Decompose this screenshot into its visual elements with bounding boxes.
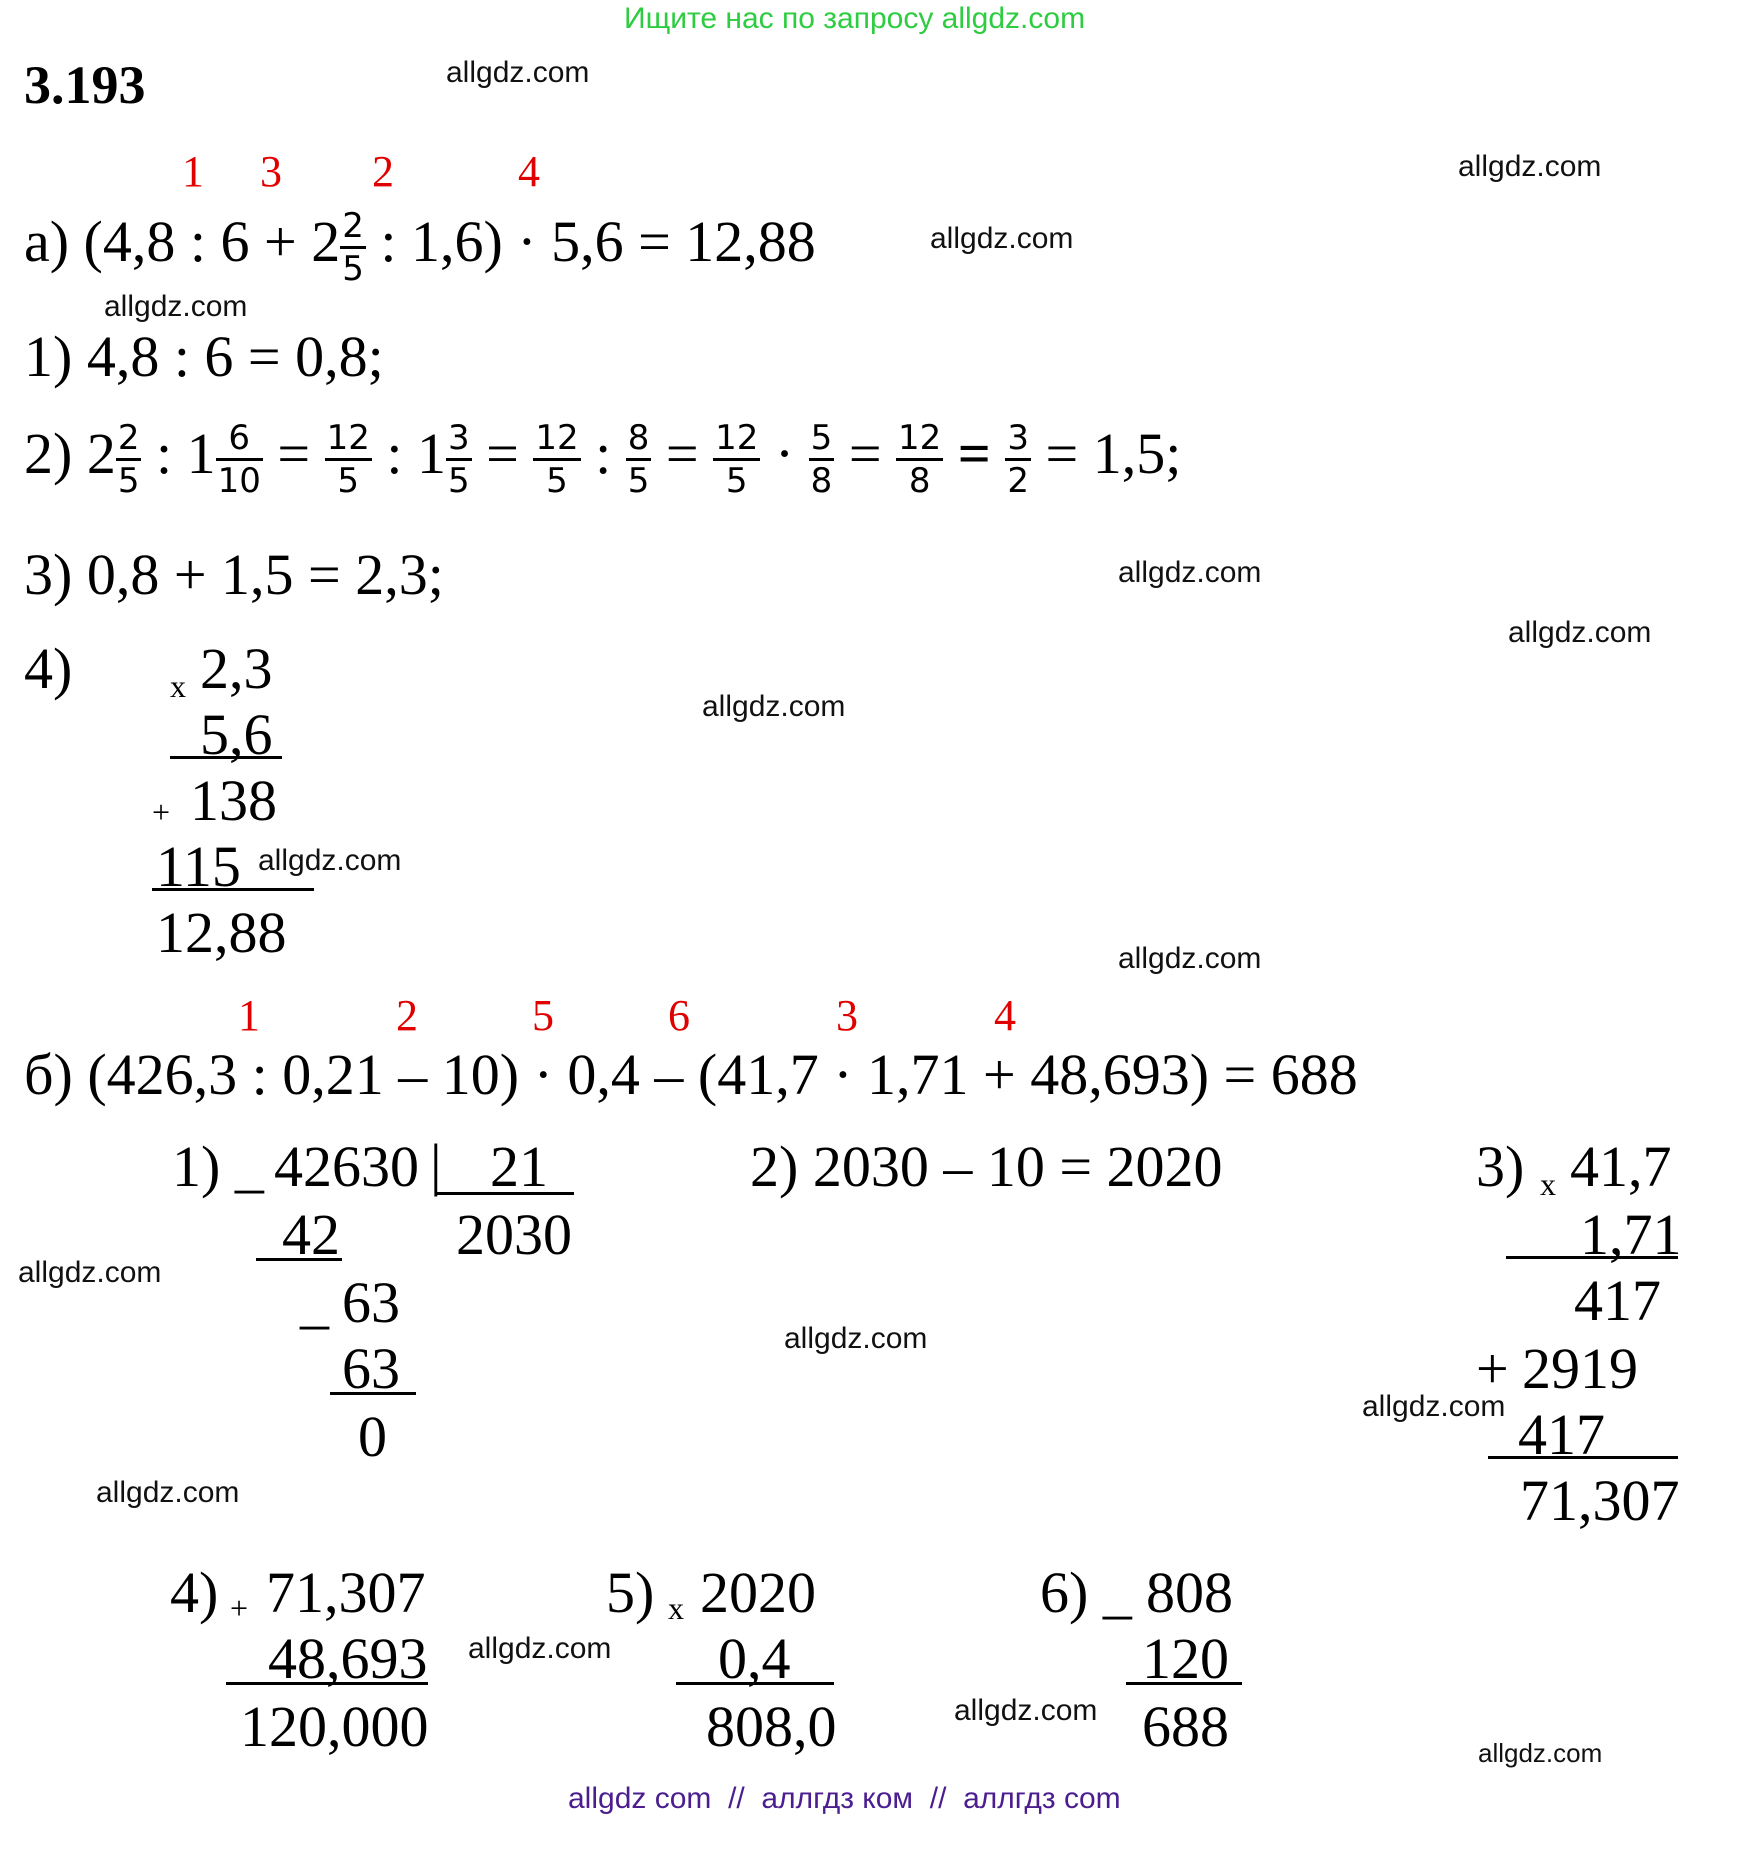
operator: =	[848, 420, 882, 486]
watermark: allgdz.com	[1118, 556, 1262, 589]
operator: =	[957, 420, 991, 486]
numerator: 2	[340, 206, 366, 249]
denominator: 5	[342, 249, 364, 289]
minuend: 808	[1146, 1560, 1233, 1625]
watermark: allgdz.com	[702, 690, 846, 723]
watermark: allgdz.com	[1508, 616, 1652, 649]
partial-product: 115	[156, 834, 241, 899]
numerator: 12	[713, 418, 760, 461]
numerator: 12	[325, 418, 372, 461]
denominator: 5	[447, 461, 470, 501]
step-b6-label: 6) _	[1040, 1560, 1132, 1625]
addend-a: 71,307	[266, 1560, 426, 1625]
fraction	[116, 418, 142, 501]
operator: : 1	[386, 420, 446, 486]
divider-line	[1506, 1256, 1678, 1259]
denominator: 5	[725, 461, 748, 501]
denominator: 10	[217, 461, 261, 501]
step-b2: 2) 2030 – 10 = 2020	[750, 1134, 1223, 1199]
factor-b: 5,6	[200, 702, 273, 767]
factor-a: 41,7	[1570, 1134, 1672, 1199]
numerator: 2	[116, 418, 142, 461]
plus-sign: +	[230, 1590, 249, 1626]
partial-product: 417	[1518, 1402, 1605, 1467]
watermark: allgdz.com	[784, 1322, 928, 1355]
operator: : 1	[155, 420, 216, 486]
footer-links[interactable]: allgdz com // аллгдз ком // аллгдз com	[568, 1782, 1121, 1815]
product-result: 12,88	[156, 900, 287, 965]
divider-line	[226, 1682, 428, 1685]
watermark: allgdz.com	[258, 844, 402, 877]
divider-line	[170, 756, 282, 759]
denominator: 5	[627, 461, 650, 501]
partial-product: 417	[1574, 1268, 1661, 1333]
operator: :	[595, 420, 612, 486]
subtrahend: 120	[1142, 1626, 1229, 1691]
step-a2-label: 2) 2	[24, 420, 116, 486]
factor-a: 2020	[700, 1560, 816, 1625]
watermark: allgdz.com	[18, 1256, 162, 1289]
step-a1: 1) 4,8 : 6 = 0,8;	[24, 324, 384, 389]
quotient: 2030	[456, 1202, 572, 1267]
numerator: 6	[216, 418, 263, 461]
divisor-line	[436, 1192, 574, 1195]
fraction	[216, 418, 263, 501]
watermark: allgdz.com	[1118, 942, 1262, 975]
denominator: 8	[908, 461, 931, 501]
numerator: 12	[896, 418, 943, 461]
order-mark: 3	[260, 147, 282, 196]
subtrahend: 42	[282, 1202, 340, 1267]
step-b3-label: 3)	[1476, 1134, 1525, 1199]
numerator: 3	[446, 418, 472, 461]
multiply-sign: x	[170, 668, 186, 704]
numerator: 3	[1005, 418, 1031, 461]
expr-a-suffix: : 1,6) · 5,6 = 12,88	[380, 208, 816, 274]
plus-sign: +	[152, 794, 171, 830]
sum-result: 120,000	[240, 1694, 429, 1759]
numerator: 5	[809, 418, 835, 461]
watermark: allgdz.com	[1478, 1738, 1603, 1768]
order-mark: 1	[182, 147, 204, 196]
plus-sign: +	[1476, 1336, 1509, 1401]
step-a3: 3) 0,8 + 1,5 = 2,3;	[24, 542, 444, 607]
divisor: 21	[490, 1134, 548, 1199]
problem-number: 3.193	[24, 55, 146, 115]
promo-link[interactable]: Ищите нас по запросу allgdz.com	[624, 2, 1086, 35]
watermark: allgdz.com	[954, 1694, 1098, 1727]
divider-line	[676, 1682, 834, 1685]
watermark: allgdz.com	[104, 290, 248, 323]
order-mark: 2	[372, 147, 394, 196]
numerator: 12	[533, 418, 580, 461]
watermark: allgdz.com	[930, 222, 1074, 255]
fraction	[713, 418, 760, 501]
remainder: 0	[358, 1404, 387, 1469]
product-result: 808,0	[706, 1694, 837, 1759]
fraction	[896, 418, 943, 501]
partial-product: 138	[190, 768, 277, 833]
operator: =	[486, 420, 519, 486]
dividend: 42630	[274, 1134, 419, 1199]
fraction	[1005, 418, 1031, 501]
denominator: 5	[546, 461, 568, 501]
step-b4-label: 4)	[170, 1560, 219, 1625]
operator: ·	[774, 420, 795, 486]
order-mark: 6	[668, 991, 690, 1040]
operator: =	[665, 420, 699, 486]
expression-a	[24, 206, 816, 289]
divider-line	[152, 888, 314, 891]
watermark: allgdz.com	[468, 1632, 612, 1665]
order-mark: 2	[396, 991, 418, 1040]
expr-a-prefix: а) (4,8 : 6 + 2	[24, 208, 341, 274]
addend-b: 48,693	[268, 1626, 428, 1691]
division-bar: |	[430, 1132, 442, 1197]
division-label: 1) _	[172, 1134, 264, 1199]
step-a2-tail: = 1,5;	[1045, 420, 1182, 486]
denominator: 5	[117, 461, 140, 501]
fraction	[809, 418, 835, 501]
multiply-sign: x	[668, 1590, 684, 1626]
numerator: 8	[626, 418, 652, 461]
divider-line	[1126, 1682, 1242, 1685]
fraction	[626, 418, 652, 501]
order-mark: 4	[994, 991, 1016, 1040]
fraction	[325, 418, 372, 501]
factor-a: 2,3	[200, 636, 273, 701]
order-mark: 5	[532, 991, 554, 1040]
watermark: allgdz.com	[1362, 1390, 1506, 1423]
partial-product: 2919	[1522, 1336, 1638, 1401]
minus-sign: _	[300, 1270, 329, 1335]
order-mark: 3	[836, 991, 858, 1040]
subtrahend: 63	[342, 1336, 400, 1401]
multiply-sign: x	[1540, 1166, 1556, 1202]
denominator: 2	[1007, 461, 1029, 501]
product-result: 71,307	[1520, 1468, 1680, 1533]
difference-result: 688	[1142, 1694, 1229, 1759]
expression-b: б) (426,3 : 0,21 – 10) · 0,4 – (41,7 · 1,71 + 48,693) = 688	[24, 1042, 1358, 1107]
operator: =	[277, 420, 311, 486]
remainder-step: 63	[342, 1270, 400, 1335]
factor-b: 0,4	[718, 1626, 791, 1691]
order-mark: 1	[238, 991, 260, 1040]
step-b5-label: 5)	[606, 1560, 655, 1625]
order-mark: 4	[518, 147, 540, 196]
denominator: 5	[337, 461, 360, 501]
watermark: allgdz.com	[446, 56, 590, 89]
denominator: 8	[810, 461, 833, 501]
fraction	[340, 206, 366, 289]
divider-line	[1488, 1456, 1678, 1459]
step-a4-label: 4)	[24, 636, 73, 701]
watermark: allgdz.com	[96, 1476, 240, 1509]
fraction	[446, 418, 472, 501]
divider-line	[256, 1258, 342, 1261]
factor-b: 1,71	[1580, 1202, 1682, 1267]
step-a2	[24, 418, 1181, 501]
divider-line	[330, 1392, 416, 1395]
watermark: allgdz.com	[1458, 150, 1602, 183]
fraction	[533, 418, 580, 501]
